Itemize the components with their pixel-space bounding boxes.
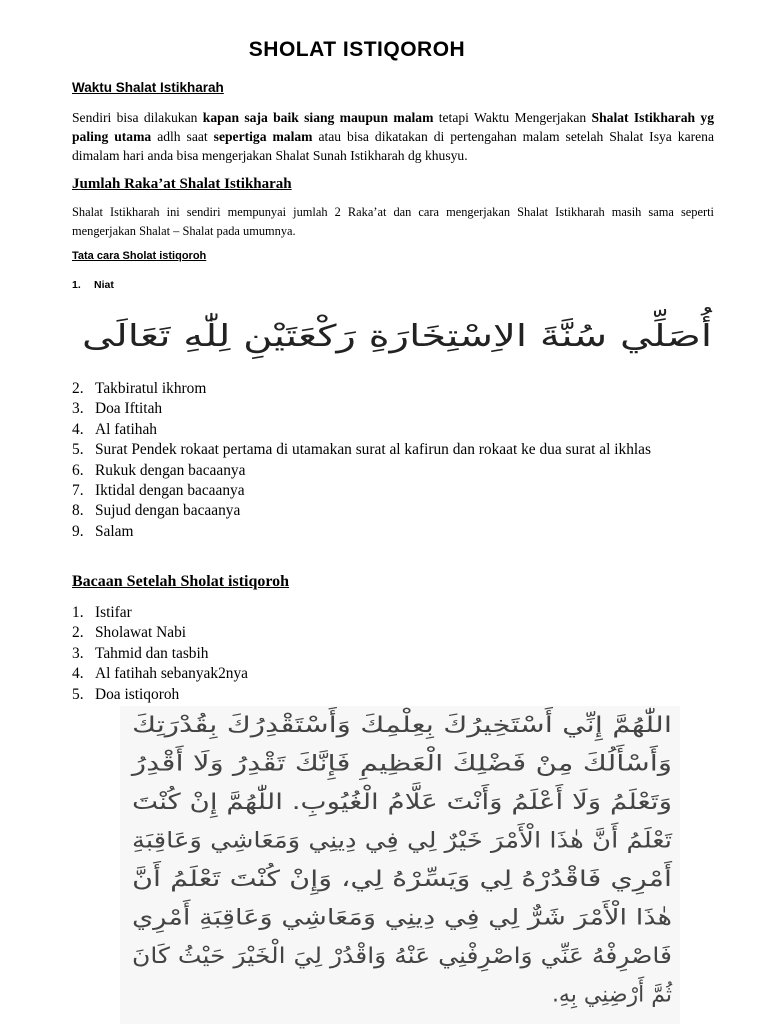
niat-arabic-calligraphy: [66, 296, 718, 372]
niat-list-item: [72, 279, 114, 291]
list-text: Istifar: [95, 604, 132, 621]
list-number: 5.: [72, 685, 84, 703]
doa-line: أَمْرِي فَاقْدُرْهُ لِي وَيَسِّرْهُ لِي، وَإِنْ كُنْتَ تَعْلَمُ أَنَّ: [132, 867, 547, 892]
doa-line: اللّٰهُمَّ إِنِّي أَسْتَخِيرُكَ بِعِلْمِكَ وَأَسْتَقْدِرُكَ بِقُدْرَتِكَ: [132, 713, 538, 738]
list-item: [72, 623, 714, 643]
list-item: [72, 522, 714, 542]
list-item: [72, 481, 714, 501]
list-item: [72, 664, 714, 684]
list-item: [72, 440, 714, 460]
doa-line: تَعْلَمُ أَنَّ هٰذَا الْأَمْرَ خَيْرٌ لِي فِي دِينِي وَمَعَاشِي وَعَاقِبَةِ: [132, 828, 591, 854]
list-number: 4.: [72, 420, 84, 438]
heading-waktu-shalat: Waktu Shalat Istikharah: [72, 80, 224, 95]
list-number: 9.: [72, 522, 84, 540]
text-bold-segment: kapan saja baik siang maupun malam: [202, 110, 434, 125]
heading-bacaan-setelah: Bacaan Setelah Sholat istiqoroh: [72, 573, 290, 590]
list-text: Sujud dengan bacaanya: [95, 502, 241, 520]
page-title: SHOLAT ISTIQOROH: [248, 38, 466, 61]
list-item: [72, 603, 714, 623]
list-text: Rukuk dengan bacaanya: [95, 461, 246, 479]
list-text: Doa Iftitah: [95, 400, 163, 418]
doa-line: وَأَسْأَلُكَ مِنْ فَضْلِكَ الْعَظِيمِ فَإِنَّكَ تَقْدِرُ وَلَا أَقْدِرُ: [132, 751, 539, 777]
list-item: [72, 461, 714, 481]
list-number: 8.: [72, 502, 84, 520]
niat-label: Niat: [94, 279, 114, 291]
text-bold-segment: sepertiga malam: [213, 129, 313, 144]
list-item: [72, 379, 714, 399]
list-text: Al fatihah: [95, 420, 157, 438]
list-number: 3.: [72, 400, 84, 418]
list-number: 3.: [72, 644, 84, 662]
list-number: 6.: [72, 461, 84, 479]
bacaan-list: [72, 603, 714, 705]
text-segment: adlh saat: [151, 129, 214, 144]
doa-istiqoroh-arabic-image: [120, 706, 680, 1024]
text-segment: Sendiri bisa dilakukan: [72, 110, 203, 125]
list-number: 1.: [72, 604, 84, 621]
list-text: Al fatihah sebanyak2nya: [95, 665, 248, 683]
text-bold-segment: Shalat Istikharah yg paling utama: [72, 110, 714, 144]
doa-line: فَاصْرِفْهُ عَنِّي وَاصْرِفْنِي عَنْهُ وَاقْدُرْ لِيَ الْخَيْرَ حَيْثُ كَانَ: [132, 944, 607, 969]
steps-list: [72, 379, 714, 542]
list-text: Takbiratul ikhrom: [95, 380, 207, 397]
doa-line: وَتَعْلَمُ وَلَا أَعْلَمُ وَأَنْتَ عَلَّامُ الْغُيُوبِ. اللّٰهُمَّ إِنْ كُنْتَ: [132, 790, 561, 815]
list-item: [72, 420, 714, 440]
doa-line: هٰذَا الْأَمْرَ شَرٌّ لِي فِي دِينِي وَمَعَاشِي وَعَاقِبَةِ أَمْرِي: [132, 905, 569, 931]
list-item: [72, 501, 714, 521]
heading-jumlah-rakaat: Jumlah Raka’at Shalat Istikharah: [72, 176, 292, 192]
list-number: 5.: [72, 441, 84, 459]
doa-line: ثُمَّ أَرْضِنِي بِهِ.: [551, 982, 672, 1008]
list-item: [72, 685, 714, 705]
list-number: 1.: [72, 279, 81, 291]
list-number: 2.: [72, 624, 84, 642]
text-segment: tetapi Waktu Mengerjakan: [433, 110, 592, 125]
list-text: Sholawat Nabi: [95, 624, 187, 642]
list-number: 7.: [72, 482, 84, 500]
paragraph-waktu: [72, 108, 714, 165]
list-item: [72, 399, 714, 419]
list-number: 2.: [72, 380, 84, 397]
text-segment: atau bisa dikatakan di pertengahan malam setelah Shalat Isya karena dimalam hari anda bisa mengerjakan Shalat Sunah Istikharah dg khusyu.: [72, 129, 715, 163]
list-text: Surat Pendek rokaat pertama di utamakan surat al kafirun dan rokaat ke dua surat al ikhlas: [95, 441, 652, 459]
niat-arabic-text: أُصَلِّي سُنَّةَ الاِسْتِخَارَةِ رَكْعَتَيْنِ لِلّٰهِ تَعَالَى: [82, 319, 553, 354]
list-item: [72, 644, 714, 664]
heading-tata-cara: Tata cara Sholat istiqoroh: [72, 250, 207, 262]
list-text: Iktidal dengan bacaanya: [95, 482, 245, 500]
list-number: 4.: [72, 665, 84, 683]
paragraph-jumlah: Shalat Istikharah ini sendiri mempunyai jumlah 2 Raka’at dan cara mengerjakan Shalat Istikharah masih sama seperti mengerjakan Shalat – Shalat pada umumnya.: [72, 205, 714, 238]
list-text: Salam: [95, 522, 134, 540]
list-text: Tahmid dan tasbih: [95, 644, 209, 662]
list-text: Doa istiqoroh: [95, 685, 180, 703]
